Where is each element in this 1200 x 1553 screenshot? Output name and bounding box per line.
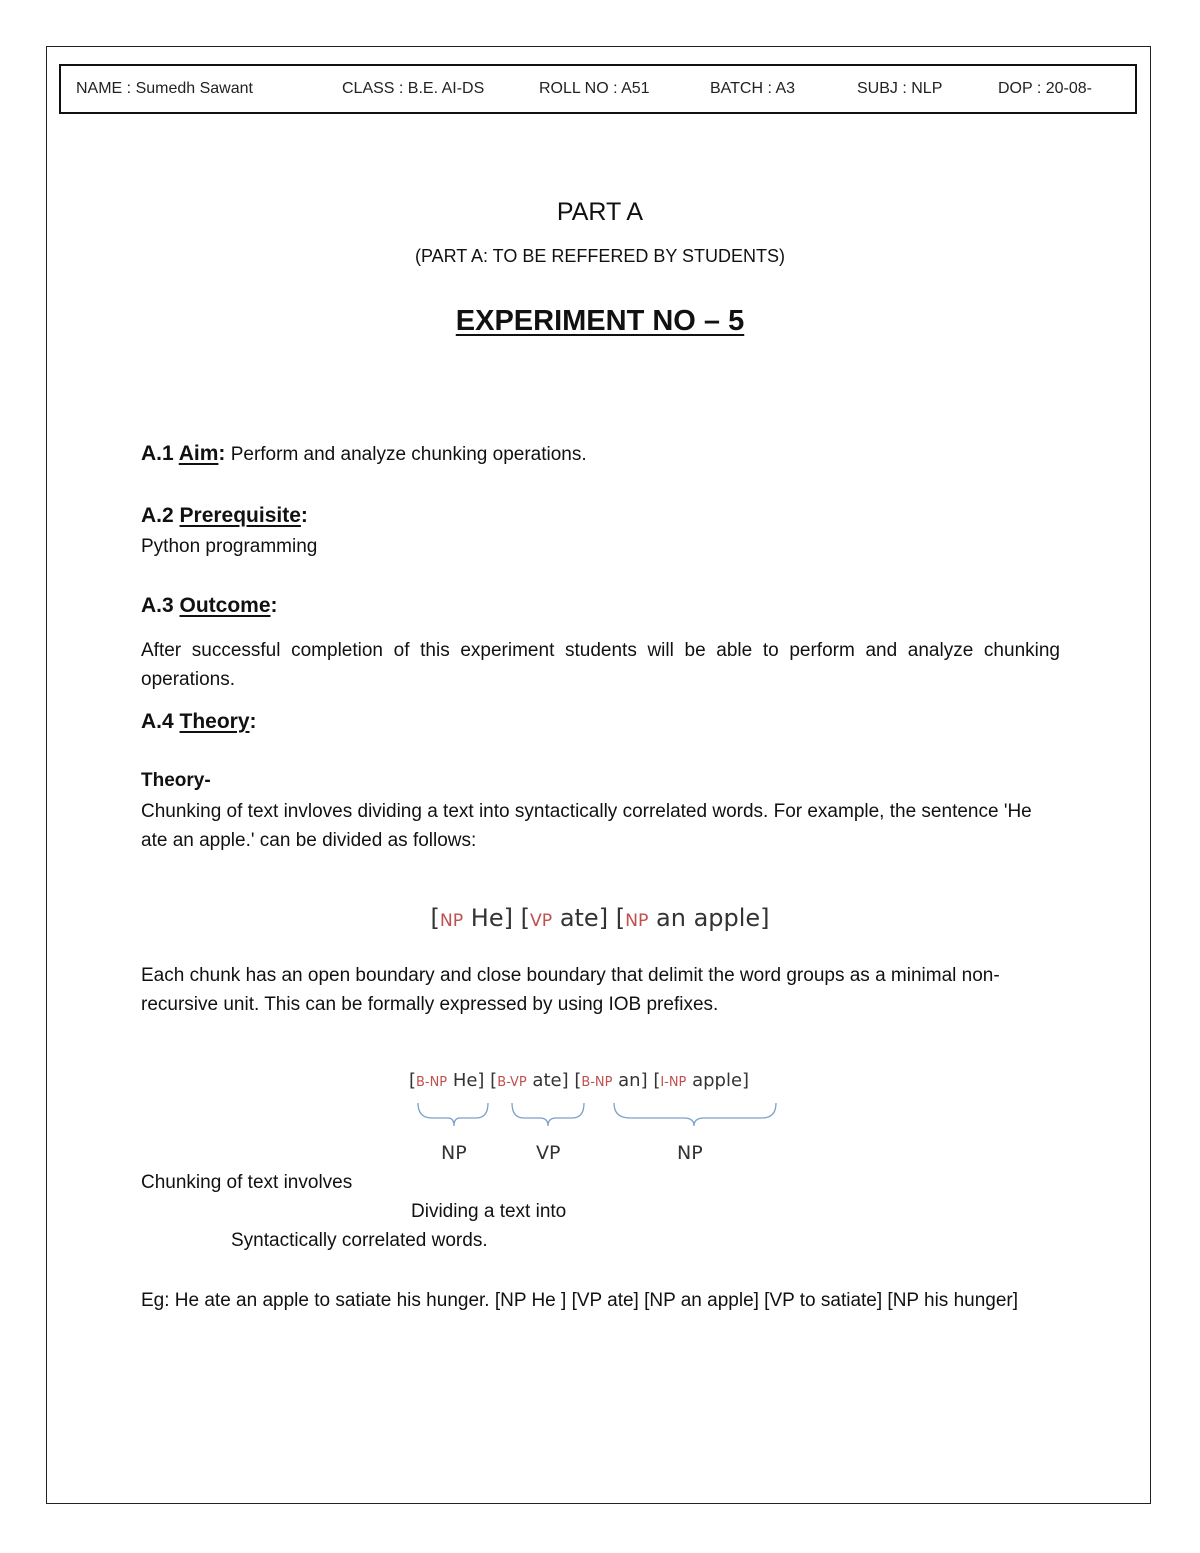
experiment-title [0, 305, 1200, 338]
aim-num: A.1 [141, 442, 179, 465]
chunk-1-2: [VP ate] [512, 904, 609, 932]
prereq-num: A.2 [141, 504, 180, 527]
theory-colon: : [249, 710, 257, 733]
aim-section [141, 442, 587, 466]
header-name: NAME : Sumedh Sawant [76, 80, 253, 97]
chunk-example-2 [409, 1070, 749, 1091]
iob-tag: I-NP [660, 1075, 687, 1090]
iob-chunk-2: [B-VP ate] [484, 1070, 569, 1091]
outcome-section [141, 594, 278, 618]
header-subj: SUBJ : NLP [857, 80, 943, 97]
chunk-tag: VP [529, 911, 553, 931]
chunk-example-1 [0, 904, 1200, 932]
prereq-section [141, 504, 308, 528]
theory-eg: Eg: He ate an apple to satiate his hunger. [NP He ] [VP ate] [NP an apple] [VP to satiate] [NP his hunger] [141, 1290, 1019, 1311]
aim-text: Perform and analyze chunking operations. [225, 444, 587, 465]
outcome-label: Outcome [179, 594, 271, 617]
header-roll: ROLL NO : A51 [539, 80, 650, 97]
chunk-tag: NP [625, 911, 649, 931]
chunk-1-1: [NP He] [430, 904, 513, 932]
part-title: PART A [556, 198, 644, 226]
chunk-label-vp: VP [536, 1142, 561, 1164]
header-class: CLASS : B.E. AI-DS [342, 80, 485, 97]
header-box [59, 64, 1137, 114]
iob-chunk-1: [B-NP He] [409, 1070, 485, 1091]
theory-para2: Each chunk has an open boundary and close boundary that delimit the word groups as a minimal non-recursive unit. This can be formally expressed by using IOB prefixes. [141, 965, 1000, 1015]
outcome-colon: : [270, 594, 278, 617]
part-subtitle: (PART A: TO BE REFFERED BY STUDENTS) [414, 246, 786, 266]
theory-heading: Theory- [141, 770, 211, 791]
chunk-label-np-2: NP [677, 1142, 703, 1164]
iob-tag: B-NP [416, 1075, 448, 1090]
iob-chunk-4: [I-NP apple] [647, 1070, 750, 1091]
iob-chunk-3: [B-NP an] [568, 1070, 648, 1091]
chunk-tag: NP [439, 911, 464, 931]
theory-line1: Chunking of text involves [141, 1172, 353, 1193]
outcome-num: A.3 [141, 594, 180, 617]
header-batch: BATCH : A3 [710, 80, 796, 97]
chunk-label-np-1: NP [441, 1142, 467, 1164]
theory-para1: Chunking of text invloves dividing a text into syntactically correlated words. For example, the sentence 'He ate an apple.' can be divided as follows: [141, 801, 1032, 851]
iob-tag: B-NP [581, 1075, 613, 1090]
theory-section [141, 710, 257, 734]
aim-label: Aim [178, 442, 219, 465]
theory-line3: Syntactically correlated words. [231, 1230, 488, 1251]
iob-tag: B-VP [497, 1075, 527, 1090]
theory-label: Theory [179, 710, 250, 733]
theory-line2: Dividing a text into [411, 1201, 567, 1222]
prereq-text: Python programming [141, 536, 318, 557]
experiment-title-text: EXPERIMENT NO – 5 [455, 305, 745, 337]
outcome-text: After successful completion of this experiment students will be able to perform and analyze chunking operations. [141, 640, 1060, 690]
prereq-label: Prerequisite [179, 504, 301, 527]
aim-colon: : [218, 442, 226, 465]
chunk-1-3: [NP an apple] [608, 904, 770, 932]
prereq-colon: : [300, 504, 308, 527]
header-dop: DOP : 20-08- [998, 80, 1092, 97]
theory-num: A.4 [141, 710, 180, 733]
